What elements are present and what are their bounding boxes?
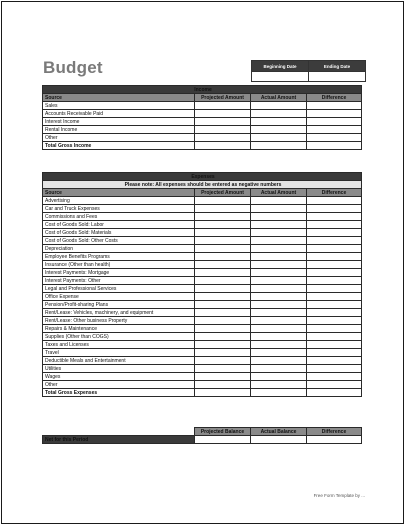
expenses-row-projected[interactable] bbox=[195, 205, 251, 213]
expenses-row-difference[interactable] bbox=[307, 333, 362, 341]
income-row-difference[interactable] bbox=[307, 102, 362, 110]
income-row-label: Accounts Receivable Paid bbox=[43, 110, 195, 118]
income-row-projected[interactable] bbox=[195, 126, 251, 134]
expenses-row-actual[interactable] bbox=[251, 309, 307, 317]
income-row-projected[interactable] bbox=[195, 134, 251, 142]
expenses-row-difference[interactable] bbox=[307, 365, 362, 373]
expenses-row bbox=[43, 229, 362, 237]
expenses-row-label: Depreciation bbox=[43, 245, 195, 253]
expenses-row bbox=[43, 261, 362, 269]
income-row bbox=[43, 134, 362, 142]
expenses-row-difference[interactable] bbox=[307, 205, 362, 213]
ending-date-label: Ending Date bbox=[309, 61, 366, 72]
expenses-row bbox=[43, 381, 362, 389]
expenses-row-actual[interactable] bbox=[251, 229, 307, 237]
expenses-row-projected[interactable] bbox=[195, 325, 251, 333]
expenses-row bbox=[43, 293, 362, 301]
income-total-projected[interactable] bbox=[195, 142, 251, 150]
income-row-difference[interactable] bbox=[307, 110, 362, 118]
expenses-row-label: Other bbox=[43, 381, 195, 389]
expenses-row bbox=[43, 213, 362, 221]
income-row bbox=[43, 118, 362, 126]
expenses-row-projected[interactable] bbox=[195, 333, 251, 341]
expenses-row-actual[interactable] bbox=[251, 205, 307, 213]
expenses-row-projected[interactable] bbox=[195, 245, 251, 253]
expenses-row-actual[interactable] bbox=[251, 381, 307, 389]
expenses-row-label: Commissions and Fees bbox=[43, 213, 195, 221]
net-header-actual: Actual Balance bbox=[251, 428, 307, 436]
expenses-row-actual[interactable] bbox=[251, 245, 307, 253]
expenses-row-label: Pension/Profit-sharing Plans bbox=[43, 301, 195, 309]
expenses-row-difference[interactable] bbox=[307, 373, 362, 381]
expenses-row-actual[interactable] bbox=[251, 357, 307, 365]
expenses-row-actual[interactable] bbox=[251, 237, 307, 245]
expenses-row-label: Repairs & Maintenance bbox=[43, 325, 195, 333]
expenses-row-label: Interest Payments: Other bbox=[43, 277, 195, 285]
expenses-row-label: Advertising bbox=[43, 197, 195, 205]
expenses-row-projected[interactable] bbox=[195, 285, 251, 293]
expenses-row bbox=[43, 333, 362, 341]
expenses-row-difference[interactable] bbox=[307, 325, 362, 333]
income-row-actual[interactable] bbox=[251, 126, 307, 134]
expenses-row-actual[interactable] bbox=[251, 333, 307, 341]
expenses-row-actual[interactable] bbox=[251, 197, 307, 205]
expenses-row-actual[interactable] bbox=[251, 269, 307, 277]
expenses-row-actual[interactable] bbox=[251, 341, 307, 349]
expenses-row-difference[interactable] bbox=[307, 317, 362, 325]
expenses-row bbox=[43, 269, 362, 277]
expenses-row-actual[interactable] bbox=[251, 293, 307, 301]
expenses-row-actual[interactable] bbox=[251, 213, 307, 221]
expenses-row-difference[interactable] bbox=[307, 197, 362, 205]
expenses-row-label: Office Expense bbox=[43, 293, 195, 301]
net-header-spacer bbox=[43, 428, 195, 436]
expenses-row-projected[interactable] bbox=[195, 317, 251, 325]
expenses-row-actual[interactable] bbox=[251, 365, 307, 373]
expenses-row-difference[interactable] bbox=[307, 245, 362, 253]
expenses-row-actual[interactable] bbox=[251, 325, 307, 333]
expenses-row-actual[interactable] bbox=[251, 317, 307, 325]
expenses-row-difference[interactable] bbox=[307, 213, 362, 221]
expenses-row-projected[interactable] bbox=[195, 229, 251, 237]
net-projected[interactable] bbox=[195, 436, 251, 444]
expenses-row-difference[interactable] bbox=[307, 357, 362, 365]
income-row bbox=[43, 102, 362, 110]
expenses-header-difference: Difference bbox=[307, 189, 362, 197]
net-table bbox=[42, 427, 362, 444]
expenses-header-projected: Projected Amount bbox=[195, 189, 251, 197]
income-header-projected: Projected Amount bbox=[195, 94, 251, 102]
beginning-date-field[interactable] bbox=[252, 72, 309, 82]
net-difference[interactable] bbox=[307, 436, 362, 444]
expenses-row-label: Wages bbox=[43, 373, 195, 381]
footer-note: Free Form Template by ... bbox=[313, 493, 365, 498]
expenses-row-label: Rent/Lease: Other business Property bbox=[43, 317, 195, 325]
expenses-row bbox=[43, 197, 362, 205]
expenses-row-projected[interactable] bbox=[195, 341, 251, 349]
expenses-header-source: Source bbox=[43, 189, 195, 197]
income-total-actual[interactable] bbox=[251, 142, 307, 150]
expenses-row bbox=[43, 205, 362, 213]
expenses-row bbox=[43, 373, 362, 381]
expenses-row-difference[interactable] bbox=[307, 253, 362, 261]
expenses-row-difference[interactable] bbox=[307, 277, 362, 285]
expenses-row-projected[interactable] bbox=[195, 269, 251, 277]
expenses-row bbox=[43, 245, 362, 253]
expenses-row bbox=[43, 253, 362, 261]
expenses-row-projected[interactable] bbox=[195, 349, 251, 357]
expenses-row-label: Cost of Goods Sold: Materials bbox=[43, 229, 195, 237]
expenses-row-difference[interactable] bbox=[307, 285, 362, 293]
income-row-label: Interest Income bbox=[43, 118, 195, 126]
income-row-actual[interactable] bbox=[251, 102, 307, 110]
expenses-row bbox=[43, 301, 362, 309]
expenses-note: Please note: All expenses should be entered as negative numbers bbox=[43, 181, 362, 189]
expenses-row-projected[interactable] bbox=[195, 197, 251, 205]
expenses-row-actual[interactable] bbox=[251, 277, 307, 285]
expenses-row-label: Cost of Goods Sold: Other Costs bbox=[43, 237, 195, 245]
expenses-total-label: Total Gross Expenses bbox=[43, 389, 195, 397]
net-header-difference: Difference bbox=[307, 428, 362, 436]
expenses-header-actual: Actual Amount bbox=[251, 189, 307, 197]
expenses-row-difference[interactable] bbox=[307, 221, 362, 229]
expenses-row-difference[interactable] bbox=[307, 349, 362, 357]
expenses-row-projected[interactable] bbox=[195, 301, 251, 309]
expenses-row-projected[interactable] bbox=[195, 221, 251, 229]
income-row-projected[interactable] bbox=[195, 118, 251, 126]
expenses-row-difference[interactable] bbox=[307, 301, 362, 309]
expenses-row-label: Travel bbox=[43, 349, 195, 357]
income-header-actual: Actual Amount bbox=[251, 94, 307, 102]
income-row-label: Other bbox=[43, 134, 195, 142]
expenses-row-label: Car and Truck Expenses bbox=[43, 205, 195, 213]
income-header-source: Source bbox=[43, 94, 195, 102]
income-row-projected[interactable] bbox=[195, 102, 251, 110]
form-page bbox=[1, 1, 404, 524]
expenses-row-projected[interactable] bbox=[195, 309, 251, 317]
income-row-label: Rental Income bbox=[43, 126, 195, 134]
income-row-difference[interactable] bbox=[307, 118, 362, 126]
income-row bbox=[43, 126, 362, 134]
expenses-total-difference[interactable] bbox=[307, 389, 362, 397]
expenses-row-difference[interactable] bbox=[307, 381, 362, 389]
expenses-row-difference[interactable] bbox=[307, 229, 362, 237]
expenses-row bbox=[43, 341, 362, 349]
net-label: Net for this Period bbox=[43, 436, 195, 444]
expenses-row bbox=[43, 237, 362, 245]
expenses-row-difference[interactable] bbox=[307, 269, 362, 277]
expenses-row-actual[interactable] bbox=[251, 373, 307, 381]
expenses-row bbox=[43, 309, 362, 317]
expenses-row-projected[interactable] bbox=[195, 253, 251, 261]
expenses-row-label: Rent/Lease: Vehicles, machinery, and equipment bbox=[43, 309, 195, 317]
net-actual[interactable] bbox=[251, 436, 307, 444]
income-total-label: Total Gross Income bbox=[43, 142, 195, 150]
expenses-total-actual[interactable] bbox=[251, 389, 307, 397]
expenses-row bbox=[43, 317, 362, 325]
page-title: Budget bbox=[43, 58, 103, 77]
expenses-row-projected[interactable] bbox=[195, 213, 251, 221]
expenses-row-actual[interactable] bbox=[251, 349, 307, 357]
income-row-label: Sales bbox=[43, 102, 195, 110]
expenses-table bbox=[42, 172, 362, 397]
expenses-total-projected[interactable] bbox=[195, 389, 251, 397]
income-row bbox=[43, 110, 362, 118]
expenses-row bbox=[43, 221, 362, 229]
income-row-actual[interactable] bbox=[251, 134, 307, 142]
date-table bbox=[251, 60, 366, 82]
expenses-bar: Expenses bbox=[43, 173, 362, 181]
expenses-row-projected[interactable] bbox=[195, 373, 251, 381]
income-header-difference: Difference bbox=[307, 94, 362, 102]
expenses-row-difference[interactable] bbox=[307, 237, 362, 245]
expenses-row-actual[interactable] bbox=[251, 221, 307, 229]
net-header-projected: Projected Balance bbox=[195, 428, 251, 436]
expenses-row-label: Supplies (Other than COGS) bbox=[43, 333, 195, 341]
expenses-row-projected[interactable] bbox=[195, 261, 251, 269]
expenses-row-label: Interest Payments: Mortgage bbox=[43, 269, 195, 277]
expenses-row-difference[interactable] bbox=[307, 341, 362, 349]
expenses-row-projected[interactable] bbox=[195, 237, 251, 245]
expenses-row-difference[interactable] bbox=[307, 261, 362, 269]
expenses-row bbox=[43, 285, 362, 293]
expenses-row-label: Deductible Meals and Entertainment bbox=[43, 357, 195, 365]
expenses-row-projected[interactable] bbox=[195, 357, 251, 365]
expenses-row-label: Taxes and Licenses bbox=[43, 341, 195, 349]
expenses-row-difference[interactable] bbox=[307, 309, 362, 317]
expenses-row-projected[interactable] bbox=[195, 365, 251, 373]
income-row-actual[interactable] bbox=[251, 118, 307, 126]
income-row-difference[interactable] bbox=[307, 126, 362, 134]
expenses-row-label: Cost of Goods Sold: Labor bbox=[43, 221, 195, 229]
expenses-row bbox=[43, 365, 362, 373]
expenses-row-actual[interactable] bbox=[251, 301, 307, 309]
income-row-difference[interactable] bbox=[307, 134, 362, 142]
expenses-row bbox=[43, 325, 362, 333]
expenses-row-actual[interactable] bbox=[251, 285, 307, 293]
expenses-row-projected[interactable] bbox=[195, 277, 251, 285]
income-total-difference[interactable] bbox=[307, 142, 362, 150]
expenses-row-actual[interactable] bbox=[251, 261, 307, 269]
ending-date-field[interactable] bbox=[309, 72, 366, 82]
expenses-row-label: Legal and Professional Services bbox=[43, 285, 195, 293]
expenses-row-projected[interactable] bbox=[195, 381, 251, 389]
expenses-row-projected[interactable] bbox=[195, 293, 251, 301]
expenses-row bbox=[43, 277, 362, 285]
income-table bbox=[42, 85, 362, 150]
expenses-row-difference[interactable] bbox=[307, 293, 362, 301]
expenses-row bbox=[43, 357, 362, 365]
expenses-row-label: Insurance (Other than health) bbox=[43, 261, 195, 269]
income-row-actual[interactable] bbox=[251, 110, 307, 118]
expenses-row-label: Utilities bbox=[43, 365, 195, 373]
income-row-projected[interactable] bbox=[195, 110, 251, 118]
expenses-row bbox=[43, 349, 362, 357]
beginning-date-label: Beginning Date bbox=[252, 61, 309, 72]
expenses-row-label: Employee Benefits Programs bbox=[43, 253, 195, 261]
expenses-row-actual[interactable] bbox=[251, 253, 307, 261]
income-bar: Income bbox=[43, 86, 362, 94]
